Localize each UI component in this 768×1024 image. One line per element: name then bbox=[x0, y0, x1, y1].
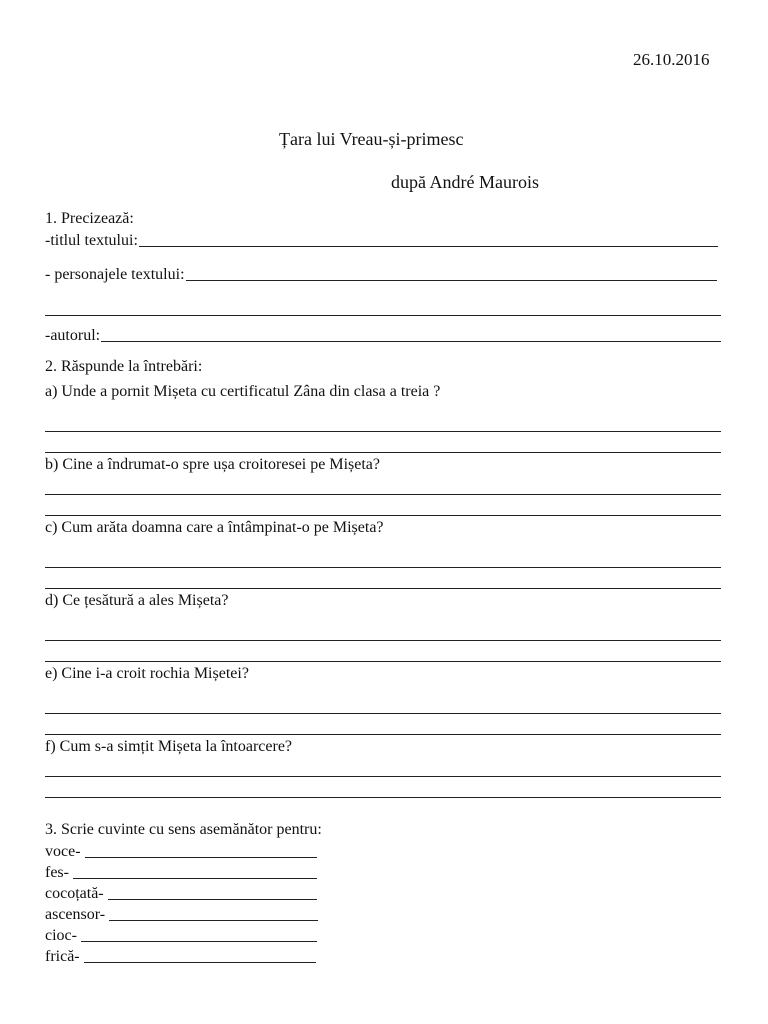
question-c: c) Cum arăta doamna care a întâmpinat-o pe Mișeta? bbox=[45, 519, 384, 536]
title-field-label: -titlul textului: bbox=[45, 232, 138, 249]
answer-line-b-1[interactable] bbox=[45, 494, 721, 495]
word-label: cioc- bbox=[45, 927, 77, 944]
answer-line-a-2[interactable] bbox=[45, 452, 721, 453]
word-label: ascensor- bbox=[45, 906, 106, 923]
answer-line-b-2[interactable] bbox=[45, 515, 721, 516]
document-title: Țara lui Vreau-și-primesc bbox=[279, 129, 464, 149]
question-a: a) Unde a pornit Mișeta cu certificatul Zâna din clasa a treia ? bbox=[45, 383, 441, 400]
word-answer-line[interactable] bbox=[84, 950, 316, 963]
title-field[interactable] bbox=[45, 232, 718, 250]
word-label: fes- bbox=[45, 864, 69, 881]
question-e: e) Cine i-a croit rochia Mișetei? bbox=[45, 665, 249, 682]
word-label: frică- bbox=[45, 948, 80, 965]
document-subtitle: după André Maurois bbox=[391, 172, 539, 192]
word-field-frica[interactable] bbox=[45, 948, 316, 966]
word-answer-line[interactable] bbox=[73, 866, 317, 879]
author-field[interactable] bbox=[45, 327, 721, 345]
title-answer-line[interactable] bbox=[139, 232, 718, 247]
characters-answer-line-2[interactable] bbox=[45, 315, 721, 316]
document-date: 26.10.2016 bbox=[633, 50, 710, 69]
word-answer-line[interactable] bbox=[85, 845, 317, 858]
answer-line-c-2[interactable] bbox=[45, 588, 721, 589]
answer-line-c-1[interactable] bbox=[45, 567, 721, 568]
characters-field-label: - personajele textului: bbox=[45, 266, 185, 283]
question-d: d) Ce țesătură a ales Mișeta? bbox=[45, 592, 229, 609]
characters-field[interactable] bbox=[45, 266, 717, 284]
answer-line-e-1[interactable] bbox=[45, 713, 721, 714]
author-answer-line[interactable] bbox=[101, 327, 721, 342]
question-f: f) Cum s-a simțit Mișeta la întoarcere? bbox=[45, 738, 293, 755]
author-field-label: -autorul: bbox=[45, 327, 101, 344]
answer-line-e-2[interactable] bbox=[45, 734, 721, 735]
question-b: b) Cine a îndrumat-o spre ușa croitoresei pe Mișeta? bbox=[45, 456, 380, 473]
word-label: voce- bbox=[45, 843, 81, 860]
answer-line-a-1[interactable] bbox=[45, 431, 721, 432]
word-field-ascensor[interactable] bbox=[45, 906, 318, 924]
section-2-heading: 2. Răspunde la întrebări: bbox=[45, 358, 203, 375]
word-field-cocotata[interactable] bbox=[45, 885, 317, 903]
answer-line-f-1[interactable] bbox=[45, 776, 721, 777]
answer-line-f-2[interactable] bbox=[45, 797, 721, 798]
characters-answer-line[interactable] bbox=[186, 266, 717, 281]
word-answer-line[interactable] bbox=[81, 929, 317, 942]
word-answer-line[interactable] bbox=[109, 908, 318, 921]
word-field-cioc[interactable] bbox=[45, 927, 317, 945]
word-field-voce[interactable] bbox=[45, 843, 317, 861]
section-1-heading: 1. Precizează: bbox=[45, 210, 134, 227]
section-3-heading: 3. Scrie cuvinte cu sens asemănător pentru: bbox=[45, 821, 322, 838]
word-label: cocoțată- bbox=[45, 885, 104, 902]
answer-line-d-2[interactable] bbox=[45, 661, 721, 662]
word-field-fes[interactable] bbox=[45, 864, 317, 882]
answer-line-d-1[interactable] bbox=[45, 640, 721, 641]
word-answer-line[interactable] bbox=[108, 887, 317, 900]
